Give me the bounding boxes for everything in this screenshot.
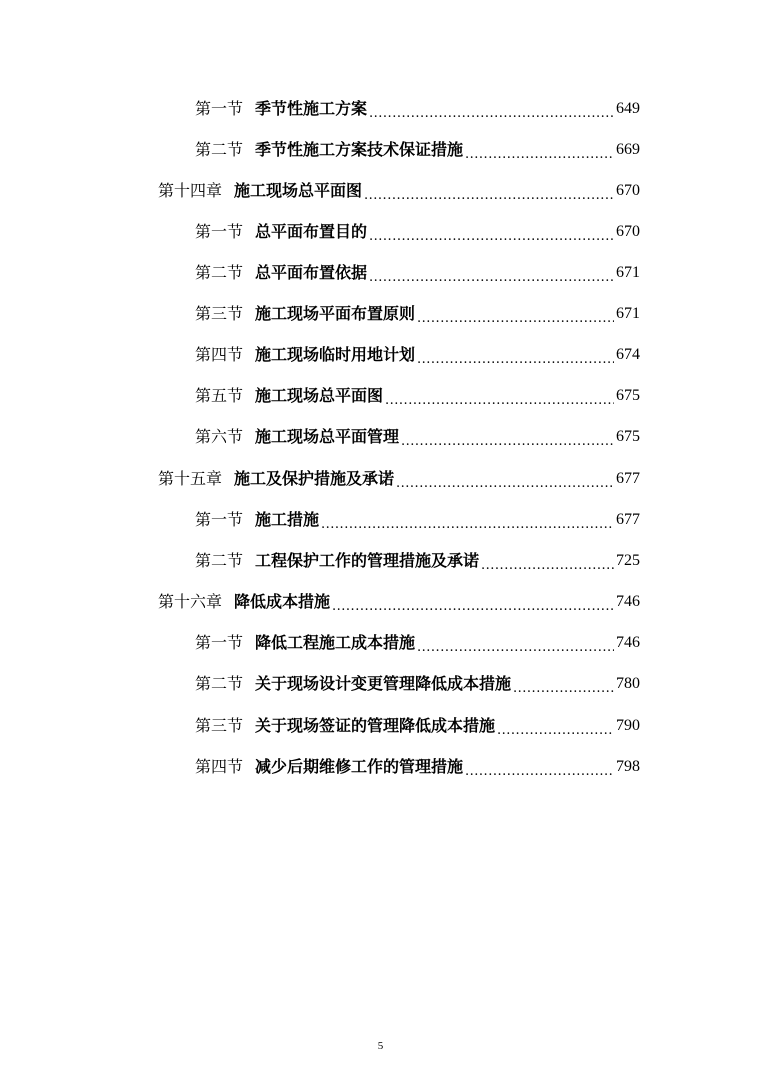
toc-entry[interactable] (195, 499, 640, 540)
toc-entry-number: 第四节 (195, 345, 244, 364)
toc-entry-title: 施工措施 (255, 510, 320, 529)
toc-entry-page: 670 (616, 182, 640, 199)
dot-leader (364, 170, 614, 211)
toc-entry-title: 施工现场总平面图 (255, 386, 384, 405)
toc-entry-number: 第十四章 (158, 181, 223, 200)
toc-entry-page: 725 (616, 552, 640, 569)
toc-entry-title: 降低成本措施 (234, 592, 331, 611)
toc-entry-title: 总平面布置目的 (255, 222, 368, 241)
toc-entry-page: 677 (616, 511, 640, 528)
toc-entry-title: 关于现场签证的管理降低成本措施 (255, 716, 496, 735)
dot-leader (332, 581, 614, 622)
dot-leader (369, 211, 614, 252)
dot-leader (321, 499, 614, 540)
dot-leader (417, 334, 614, 375)
toc-entry-number: 第三节 (195, 716, 244, 735)
toc-entry[interactable] (195, 375, 640, 416)
toc-entry-number: 第一节 (195, 99, 244, 118)
toc-entry-number: 第十五章 (158, 469, 223, 488)
toc-entry-title: 季节性施工方案技术保证措施 (255, 140, 464, 159)
dot-leader (465, 746, 614, 787)
toc-entry-page: 746 (616, 593, 640, 610)
dot-leader (385, 375, 614, 416)
dot-leader (369, 88, 614, 129)
toc-entry-number: 第一节 (195, 222, 244, 241)
toc-entry[interactable] (195, 540, 640, 581)
dot-leader (513, 663, 614, 704)
toc-entry-page: 671 (616, 305, 640, 322)
toc-entry-title: 施工现场总平面图 (234, 181, 363, 200)
toc-entry-title: 施工现场总平面管理 (255, 427, 400, 446)
toc-entry-number: 第一节 (195, 633, 244, 652)
toc-entry-page: 649 (616, 100, 640, 117)
toc-entry[interactable] (195, 88, 640, 129)
dot-leader (396, 458, 614, 499)
toc-entry-title: 减少后期维修工作的管理措施 (255, 757, 464, 776)
toc-entry-number: 第六节 (195, 427, 244, 446)
toc-entry-number: 第一节 (195, 510, 244, 529)
dot-leader (497, 705, 614, 746)
toc-entry-number: 第四节 (195, 757, 244, 776)
toc-entry-number: 第十六章 (158, 592, 223, 611)
page-number: 5 (377, 1040, 384, 1052)
toc-chapter-entry[interactable] (158, 581, 640, 622)
dot-leader (369, 252, 614, 293)
toc-entry-title: 施工现场平面布置原则 (255, 304, 416, 323)
toc-entry[interactable] (195, 211, 640, 252)
toc-entry-title: 季节性施工方案 (255, 99, 368, 118)
toc-entry-page: 798 (616, 758, 640, 775)
toc-entry-page: 746 (616, 634, 640, 651)
toc-entry-number: 第五节 (195, 386, 244, 405)
toc-entry[interactable] (195, 334, 640, 375)
toc-entry-title: 关于现场设计变更管理降低成本措施 (255, 674, 512, 693)
toc-entry-page: 670 (616, 223, 640, 240)
toc-entry-page: 671 (616, 264, 640, 281)
toc-entry-title: 降低工程施工成本措施 (255, 633, 416, 652)
toc-entry-title: 施工现场临时用地计划 (255, 345, 416, 364)
toc-entry[interactable] (195, 252, 640, 293)
toc-entry-number: 第二节 (195, 263, 244, 282)
toc-entry[interactable] (195, 622, 640, 663)
toc-entry[interactable] (195, 129, 640, 170)
toc-entry-page: 675 (616, 387, 640, 404)
dot-leader (417, 293, 614, 334)
toc-entry-page: 669 (616, 141, 640, 158)
dot-leader (417, 622, 614, 663)
toc-chapter-entry[interactable] (158, 170, 640, 211)
toc-entry[interactable] (195, 293, 640, 334)
toc-entry[interactable] (195, 663, 640, 704)
toc-entry-page: 674 (616, 346, 640, 363)
toc-entry-number: 第二节 (195, 674, 244, 693)
toc-entry-page: 780 (616, 675, 640, 692)
toc-entry-title: 施工及保护措施及承诺 (234, 469, 395, 488)
toc-entry-page: 675 (616, 428, 640, 445)
dot-leader (481, 540, 614, 581)
toc-entry[interactable] (195, 705, 640, 746)
toc-entry[interactable] (195, 416, 640, 457)
dot-leader (401, 416, 614, 457)
toc-entry-number: 第二节 (195, 140, 244, 159)
toc-entry-page: 790 (616, 717, 640, 734)
toc-entry[interactable] (195, 746, 640, 787)
toc-entry-page: 677 (616, 470, 640, 487)
toc-entry-number: 第二节 (195, 551, 244, 570)
toc-chapter-entry[interactable] (158, 458, 640, 499)
dot-leader (465, 129, 614, 170)
toc-entry-number: 第三节 (195, 304, 244, 323)
toc-entry-title: 工程保护工作的管理措施及承诺 (255, 551, 480, 570)
toc-entry-title: 总平面布置依据 (255, 263, 368, 282)
